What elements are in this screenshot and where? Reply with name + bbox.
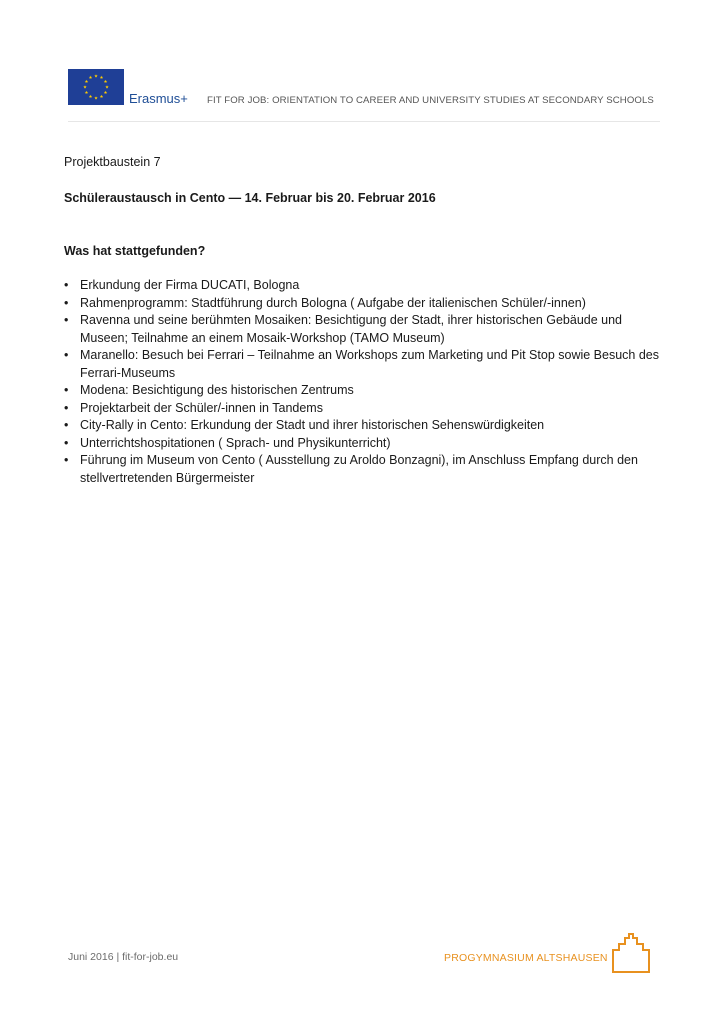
list-item: • Führung im Museum von Cento ( Ausstellung zu Aroldo Bonzagni), im Anschluss Empfang durch den stellvertretenden Bürgermeister	[64, 452, 664, 487]
eu-star-icon	[104, 80, 107, 83]
document-body	[64, 154, 664, 485]
eu-star-icon	[100, 76, 103, 79]
document-headline: Schüleraustausch in Cento — 14. Februar bis 20. Februar 2016	[64, 191, 436, 205]
eu-star-icon	[85, 91, 88, 94]
footer-date-website: Juni 2016 | fit-for-job.eu	[68, 951, 179, 963]
list-item: • Projektarbeit der Schüler/-innen in Tandems	[64, 400, 664, 418]
list-item: • Maranello: Besuch bei Ferrari – Teilnahme an Workshops zum Marketing und Pit Stop sowie Besuch des Ferrari-Museums	[64, 347, 664, 382]
list-item: • Unterrichtshospitationen ( Sprach- und Physikunterricht)	[64, 435, 664, 453]
eu-star-icon	[105, 85, 108, 88]
eu-star-icon	[89, 76, 92, 79]
school-name: PROGYMNASIUM ALTSHAUSEN	[444, 952, 608, 964]
eu-star-icon	[83, 85, 86, 88]
list-item: • Rahmenprogramm: Stadtführung durch Bologna ( Aufgabe der italienischen Schüler/-innen)	[64, 295, 664, 313]
school-building-icon	[611, 932, 651, 974]
eu-star-icon	[104, 91, 107, 94]
erasmus-plus-wordmark: Erasmus+	[129, 91, 188, 106]
module-label: Projektbaustein 7	[64, 155, 161, 169]
eu-star-icon	[94, 96, 97, 99]
eu-star-icon	[89, 95, 92, 98]
list-item: • Erkundung der Firma DUCATI, Bologna	[64, 277, 664, 295]
list-item: • Ravenna und seine berühmten Mosaiken: Besichtigung der Stadt, ihrer historischen Gebäude und Museen; Teilnahme an einem Mosaik-Workshop (TAMO Museum)	[64, 312, 664, 347]
eu-flag-logo	[68, 69, 124, 105]
list-item: • Modena: Besichtigung des historischen Zentrums	[64, 382, 664, 400]
page-header	[68, 69, 660, 122]
eu-star-icon	[85, 80, 88, 83]
section-heading: Was hat stattgefunden?	[64, 244, 206, 258]
activity-list	[64, 277, 664, 487]
eu-star-icon	[100, 95, 103, 98]
list-item: • City-Rally in Cento: Erkundung der Stadt und ihrer historischen Sehenswürdigkeiten	[64, 417, 664, 435]
eu-star-icon	[94, 74, 97, 77]
project-title: FIT FOR JOB: ORIENTATION TO CAREER AND UNIVERSITY STUDIES AT SECONDARY SCHOOLS	[207, 95, 654, 106]
